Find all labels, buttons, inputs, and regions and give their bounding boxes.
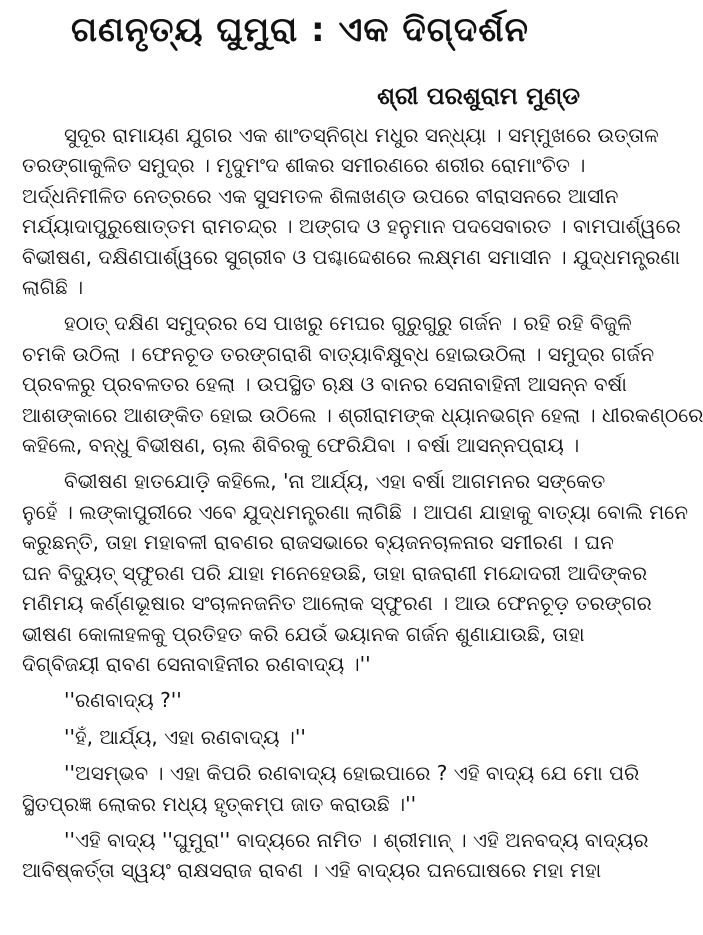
text-line: ହଠାତ୍ ଦକ୍ଷିଣ ସମୁଦ୍ରର ସେ ପାଖରୁ ମେଘର ଗୁରୁଗୁରୁ ଗର୍ଜନ । ରହି ରହି ବିଜୁଳି [64,311,632,336]
text-line: ତରଙ୍ଗାକୁଳିତ ସମୁଦ୍ର । ମୃଦୁମଂଦ ଶୀକର ସମୀରଣରେ ଶରୀର ରୋମାଂଚିତ । [22,153,586,178]
text-line: ଘନ ବିଦ୍ୟୁତ୍ ସ୍ଫୁରଣ ପରି ଯାହା ମନେହେଉଛି, ତାହା ରାଜରାଣୀ ମନ୍ଦୋଦରୀ ଆଦିଙ୍କର [22,560,648,585]
text-line: ଆଶଙ୍କାରେ ଆଶଙ୍କିତ ହୋଇ ଉଠିଲେ । ଶ୍ରୀରାମଙ୍କ ଧ୍ୟାନଭଗ୍ନ ହେଲା । ଧୀରକଣ୍ଠରେ [22,402,703,427]
text-line: ପ୍ରବଳରୁ ପ୍ରବଳତର ହେଲା । ଉପସ୍ଥିତ ଋକ୍ଷ ଓ ବାନର ସେନାବାହିନୀ ଆସନ୍ନ ବର୍ଷା [22,372,627,397]
text-line: କହିଲେ, ବନ୍ଧୁ ବିଭୀଷଣ, ଚାଲ ଶିବିରକୁ ଫେରିଯିବା । ବର୍ଷା ଆସନ୍ନପ୍ରାୟ । [22,433,580,458]
dialogue-paragraph [22,825,649,886]
dialogue-paragraph [22,722,582,752]
text-line: ଚମକି ଉଠିଲା । ଫେନଚୂଡ ତରଙ୍ଗରାଶି ବାତ୍ୟାବିକ୍ଷୁବ୍ଧ ହୋଇଉଠିଲା । ସମୁଦ୍ର ଗର୍ଜନ [22,341,655,366]
author-name: ଶ୍ରୀ ପରଶୁରାମ ମୁଣ୍ଡ [377,82,580,110]
text-line: ସୁଦୂର ରାମାୟଣ ଯୁଗର ଏକ ଶାଂତସ୍ନିଗ୍ଧ ମଧୁର ସନ୍ଧ୍ୟା । ସମ୍ମୁଖରେ ଉତ୍ତାଳ [64,123,659,147]
text-line: ମର୍ଯ୍ୟାଦାପୁରୁଷୋତ୍ତମ ରାମଚନ୍ଦ୍ର । ଅଙ୍ଗଦ ଓ ହନୁମାନ ପଦସେବାରତ । ବାମପାର୍ଶ୍ୱରେ [22,214,681,239]
article-body [22,120,703,892]
paragraph [22,466,688,679]
text-line: ''ରଣବାଦ୍ୟ ?'' [64,688,182,713]
text-line: ''ଏହି ବାଦ୍ୟ ''ଘୁମୁରା'' ବାଦ୍ୟରେ ନାମିତ । ଶ୍ରୀମାନ୍ । ଏହି ଅନବଦ୍ୟ ବାଦ୍ୟର [64,827,649,852]
text-line: ଦିଗ୍‌ବିଜୟୀ ରାବଣ ସେନାବାହିନୀର ରଣବାଦ୍ୟ ।'' [22,651,371,676]
text-line: ଭୀଷଣ କୋଳାହଳକୁ ପ୍ରତିହତ କରି ଯେଉଁ ଭୟାନକ ଗର୍ଜନ ଶୁଣାଯାଉଛି, ତାହା [22,621,585,646]
text-line: ବିଭୀଷଣ, ଦକ୍ଷିଣପାର୍ଶ୍ୱରେ ସୁଗ୍ରୀବ ଓ ପଶ୍ଚାଦ୍ଦେଶରେ ଲକ୍ଷ୍ମଣ ସମାସୀନ । ଯୁଦ୍ଧମନ୍ତ୍ରଣା [22,244,681,269]
text-line: ''ଅସମ୍ଭବ । ଏହା କିପରି ରଣବାଦ୍ୟ ହୋଇପାରେ ? ଏହି ବାଦ୍ୟ ଯେ ମୋ ପରି [64,761,640,786]
text-line: ମଣିମୟ କର୍ଣ୍ଣଭୂଷାର ସଂଚାଳନଜନିତ ଆଲୋକ ସ୍ଫୁରଣ । ଆଉ ଫେନଚୂଡ଼ ତରଙ୍ଗର [22,591,652,616]
dialogue-paragraph [22,685,582,715]
paragraph [22,120,681,302]
text-line: କରୁଛନ୍ତି, ତାହା ମହାବଳୀ ରାବଣର ରାଜସଭାରେ ବ୍ୟଜନଚାଳନାର ସମୀରଣ । ଘନ [22,530,614,555]
text-line: ବିଭୀଷଣ ହାତଯୋଡ଼ି କହିଲେ, 'ନା ଆର୍ଯ୍ୟ, ଏହା ବର୍ଷା ଆଗମନର ସଙ୍କେତ [64,469,606,494]
text-line: ଲାଗିଛି । [22,275,84,300]
text-line: ନୁହେଁ । ଲଙ୍କାପୁରୀରେ ଏବେ ଯୁଦ୍ଧମନ୍ତ୍ରଣା ଲାଗିଛି । ଆପଣ ଯାହାକୁ ବାତ୍ୟା ବୋଲି ମନେ [22,499,688,524]
text-line: ସ୍ଥିତପ୍ରଜ୍ଞ ଲୋକର ମଧ୍ୟ ହୃତ୍‌କମ୍ପ ଜାତ କରାଉଛି ।'' [22,791,417,816]
text-line: ଅର୍ଦ୍ଧନିମୀଳିତ ନେତ୍ରରେ ଏକ ସୁସମତଳ ଶିଳାଖଣ୍ଡ ଉପରେ ବୀରାସନରେ ଆସୀନ [22,183,619,208]
article-title: ଗଣନୃତ୍ୟ ଘୁମୁରା : ଏକ ଦିଗ୍‌ଦର୍ଶନ [71,10,529,50]
paragraph [22,308,703,460]
text-line: ଆବିଷ୍କର୍ତ୍ତା ସ୍ୱୟଂ ରାକ୍ଷସରାଜ ରାବଣ । ଏହି ବାଦ୍ୟର ଘନଘୋଷରେ ମହା ମହା [22,858,602,883]
dialogue-paragraph [22,758,640,819]
text-line: ''ହଁ, ଆର୍ଯ୍ୟ, ଏହା ରଣବାଦ୍ୟ ।'' [64,724,306,749]
